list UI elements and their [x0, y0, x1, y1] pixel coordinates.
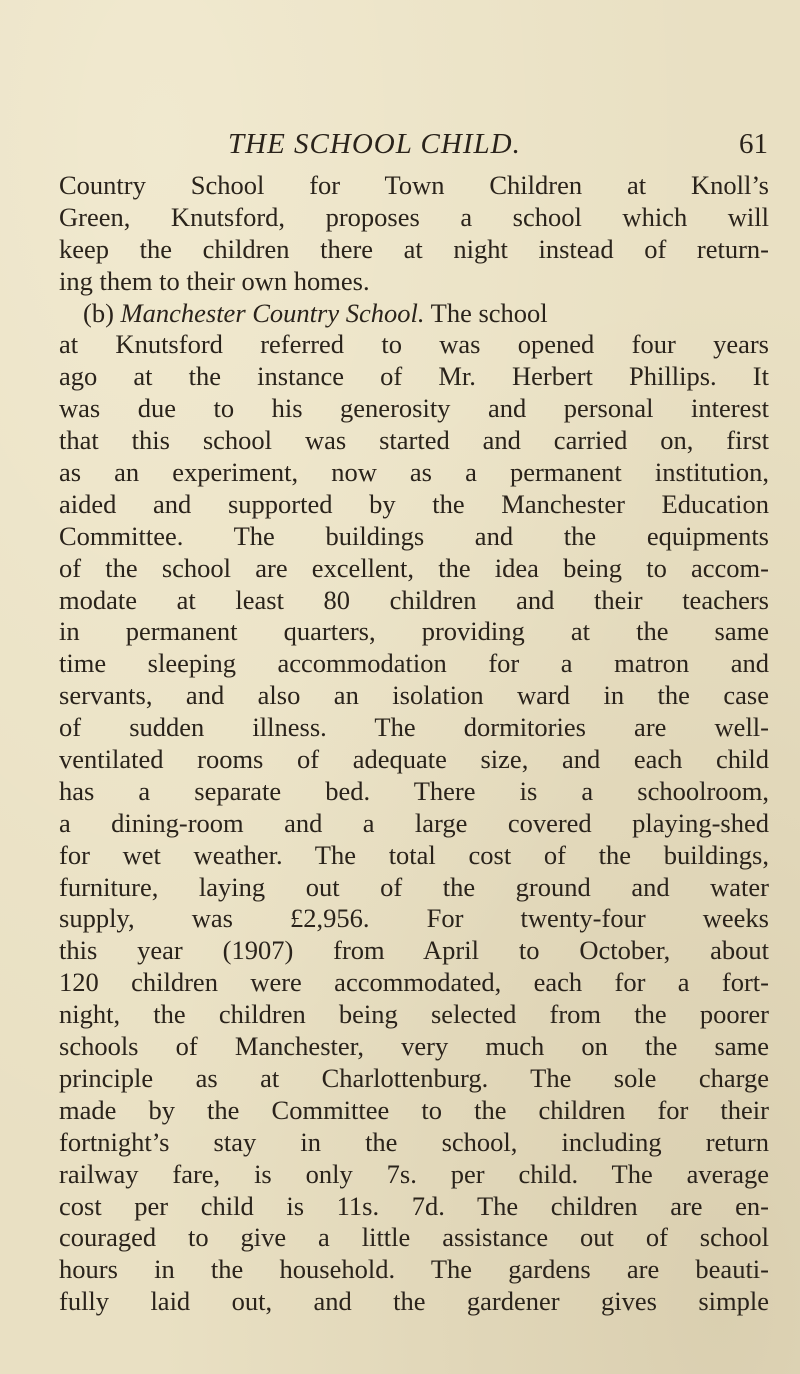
text-line: night, the children being selected from the poorer [59, 999, 769, 1030]
text-line: that this school was started and carried on, first [59, 425, 769, 456]
text-line: supply, was £2,956. For twenty-four weeks [59, 903, 769, 934]
text-line: schools of Manchester, very much on the same [59, 1031, 769, 1062]
text-line: aided and supported by the Manchester Education [59, 488, 769, 519]
text-line: modate at least 80 children and their teachers [59, 584, 769, 615]
text-line: servants, and also an isolation ward in the case [59, 680, 769, 711]
text-line: as an experiment, now as a permanent institution, [59, 457, 769, 488]
text-line: furniture, laying out of the ground and water [59, 871, 769, 902]
text-line: of the school are excellent, the idea being to accom- [59, 552, 769, 583]
text-line: keep the children there at night instead of return- [59, 233, 769, 264]
text-line: has a separate bed. There is a schoolroom, [59, 775, 769, 806]
text-line: cost per child is 11s. 7d. The children are en- [59, 1190, 769, 1221]
text-line: Country School for Town Children at Knoll’s [59, 170, 769, 200]
text-line: of sudden illness. The dormitories are well- [59, 712, 769, 743]
section-heading-rest: The school [430, 297, 548, 328]
body-text [59, 170, 769, 1318]
text-line: made by the Committee to the children for their [59, 1094, 769, 1125]
text-line: this year (1907) from April to October, about [59, 935, 769, 966]
text-line: 120 children were accommodated, each for a fort- [59, 967, 769, 998]
text-line: hours in the household. The gardens are beauti- [59, 1254, 769, 1285]
text-line: Green, Knutsford, proposes a school which will [59, 201, 769, 232]
page-number: 61 [739, 128, 768, 160]
text-line: principle as at Charlottenburg. The sole charge [59, 1062, 769, 1093]
text-line: time sleeping accommodation for a matron and [59, 648, 769, 679]
text-line: railway fare, is only 7s. per child. The average [59, 1158, 769, 1189]
text-line: for wet weather. The total cost of the buildings, [59, 839, 769, 870]
running-title: THE SCHOOL CHILD. [228, 128, 521, 160]
text-line: fully laid out, and the gardener gives simple [59, 1286, 769, 1317]
text-line: in permanent quarters, providing at the same [59, 616, 769, 647]
text-line: fortnight’s stay in the school, including return [59, 1126, 769, 1157]
section-label: (b) [83, 297, 114, 328]
text-line: couraged to give a little assistance out of school [59, 1222, 769, 1253]
text-line: ago at the instance of Mr. Herbert Phillips. It [59, 361, 769, 392]
text-line: ventilated rooms of adequate size, and each child [59, 744, 769, 775]
running-head [228, 128, 768, 168]
text-line: was due to his generosity and personal interest [59, 393, 769, 424]
text-line: at Knutsford referred to was opened four years [59, 329, 769, 360]
section-heading-line [59, 298, 769, 330]
text-line: a dining-room and a large covered playing-shed [59, 807, 769, 838]
section-title: Manchester Country School. [120, 297, 425, 328]
text-line: Committee. The buildings and the equipments [59, 520, 769, 551]
text-line: ing them to their own homes. [59, 265, 370, 296]
